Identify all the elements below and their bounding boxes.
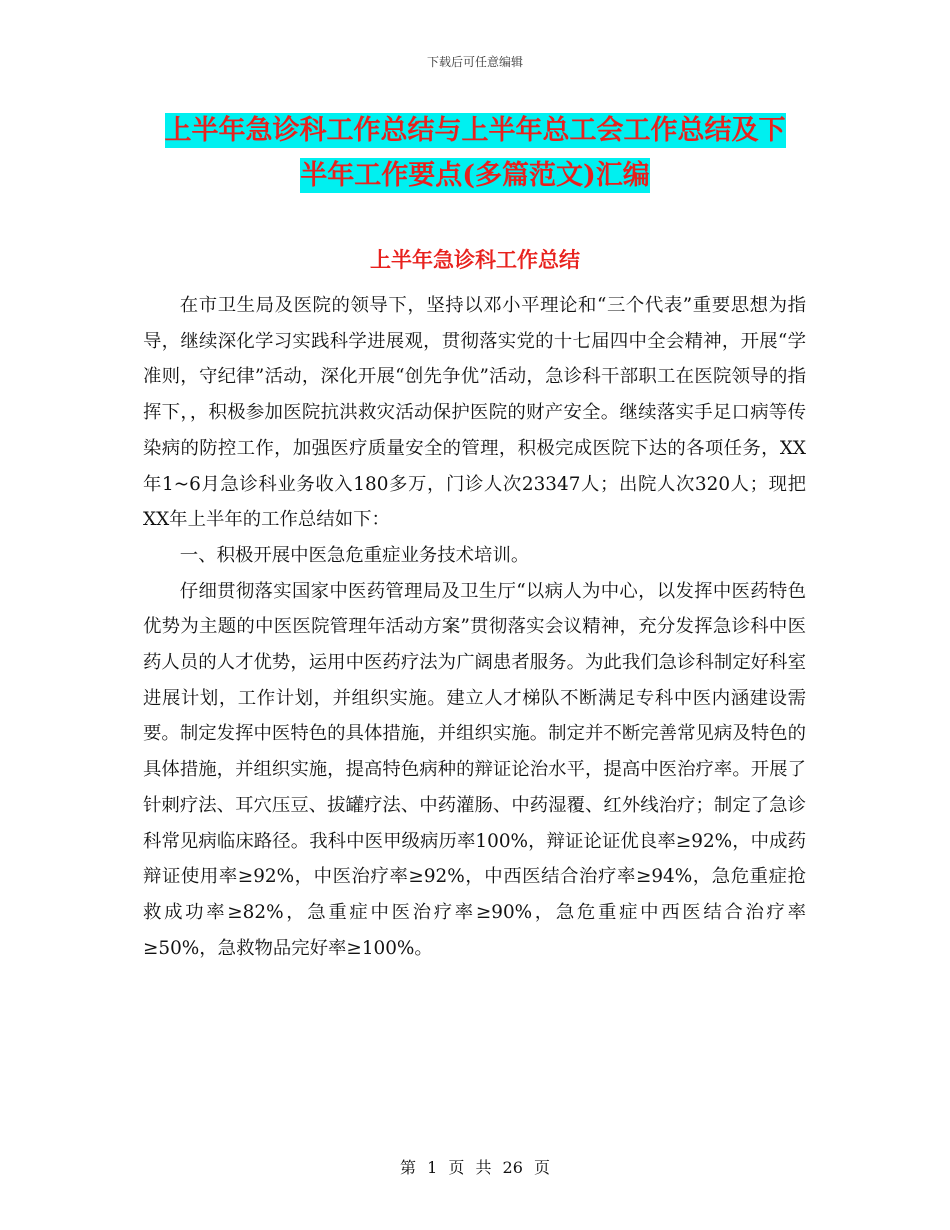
paragraph: 一、积极开展中医急危重症业务技术培训。 xyxy=(179,544,530,566)
page-number-footer: 第 1 页 共 26 页 xyxy=(400,1158,550,1177)
section-heading: 上半年急诊科工作总结 xyxy=(370,247,580,272)
document-title-text-2: 半年工作要点(多篇范文)汇编 xyxy=(300,160,650,191)
document-title-text-1: 上半年急诊科工作总结与上半年总工会工作总结及下 xyxy=(164,115,786,146)
header-note: 下载后可任意编辑 xyxy=(426,55,523,69)
body-text xyxy=(143,288,806,966)
paragraph: 在市卫生局及医院的领导下，坚持以邓小平理论和“三个代表”重要思想为指导，继续深化学习实践科学进展观，贯彻落实党的十七届四中全会精神，开展“学准则，守纪律”活动，深化开展“创先争优”活动，急诊科干部职工在医院领导的指挥下，，积极参加医院抗洪救灾活动保护医院的财产安全。继续落实手足口病等传染病的防控工作，加强医疗质量安全的管理，积极完成医院下达的各项任务，XX年1~6月急诊科业务收入180多万，门诊人次23347人；出院人次320人；现把XX年上半年的工作总结如下： xyxy=(143,295,806,531)
paragraph: 仔细贯彻落实国家中医药管理局及卫生厅“以病人为中心，以发挥中医药特色优势为主题的中医医院管理年活动方案”贯彻落实会议精神，充分发挥急诊科中医药人员的人才优势，运用中医药疗法为广阔患者服务。为此我们急诊科制定好科室进展计划，工作计划，并组织实施。建立人才梯队不断满足专科中医内涵建设需要。制定发挥中医特色的具体措施，并组织实施。制定并不断完善常见病及特色的具体措施，并组织实施，提高特色病种的辩证论治水平，提高中医治疗率。开展了针刺疗法、耳穴压豆、拔罐疗法、中药灌肠、中药湿覆、红外线治疗；制定了急诊科常见病临床路径。我科中医甲级病历率100%，辩证论证优良率≥92%，中成药辩证使用率≥92%，中医治疗率≥92%，中西医结合治疗率≥94%，急危重症抢救成功率≥82%，急重症中医治疗率≥90%，急危重症中西医结合治疗率≥50%，急救物品完好率≥100%。 xyxy=(143,580,806,959)
document-title-line-2 xyxy=(145,150,805,202)
